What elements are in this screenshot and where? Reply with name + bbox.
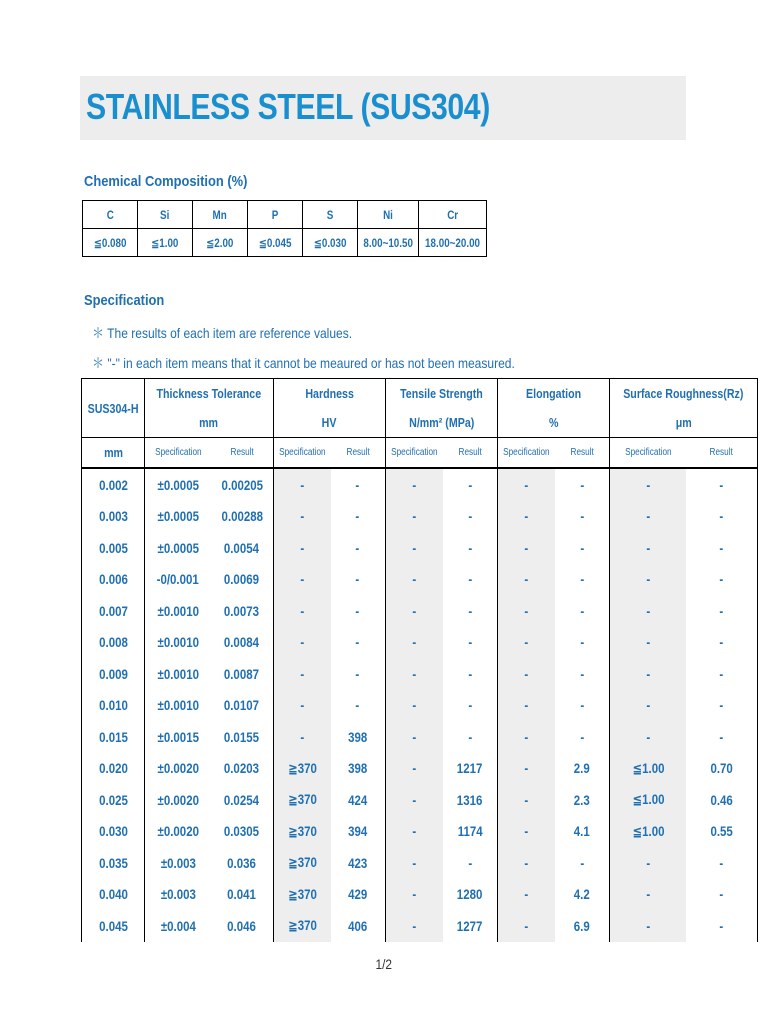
table-cell: 4.1 [574, 823, 591, 840]
element-c: C [83, 201, 138, 229]
unit-thickness-tolerance: mm [145, 408, 274, 438]
table-cell: - [468, 508, 472, 525]
table-cell: - [355, 508, 360, 525]
subheader-result: Result [443, 438, 498, 469]
table-cell: - [273, 468, 330, 501]
table-cell: ≧370 [273, 847, 330, 879]
table-cell: 1174 [457, 823, 483, 840]
thickness-cell: 0.035 [82, 847, 145, 879]
table-cell: - [386, 532, 443, 564]
table-cell: - [686, 847, 758, 879]
table-cell: - [273, 627, 330, 659]
table-cell: 0.00205 [221, 476, 263, 493]
table-cell: - [610, 501, 686, 533]
table-cell: - [686, 910, 758, 942]
unit-elongation: % [498, 408, 610, 438]
element-mn: Mn [193, 201, 248, 229]
table-cell: - [355, 697, 360, 714]
table-cell: - [498, 564, 555, 596]
table-cell: - [498, 753, 555, 785]
subheader-result: Result [211, 438, 273, 469]
table-cell: - [610, 847, 686, 879]
chemical-composition-heading: Chemical Composition (%) [84, 173, 248, 190]
table-cell: - [498, 627, 555, 659]
table-cell: 0.0203 [224, 760, 260, 777]
group-thickness-tolerance: Thickness Tolerance [145, 379, 274, 409]
group-tensile-strength: Tensile Strength [386, 379, 498, 409]
group-hardness: Hardness [273, 379, 385, 409]
table-cell: 0.55 [686, 816, 758, 848]
table-cell: - [580, 571, 585, 588]
table-cell: ±0.0020 [145, 753, 211, 785]
table-cell: ±0.0020 [145, 784, 211, 816]
table-cell: - [498, 532, 555, 564]
table-cell: - [468, 539, 472, 556]
table-cell: - [355, 665, 360, 682]
table-cell: - [386, 564, 443, 596]
element-s: S [303, 201, 358, 229]
table-cell: 0.0155 [224, 728, 260, 745]
spec-table-body [82, 468, 758, 942]
table-cell: - [498, 721, 555, 753]
table-cell: - [498, 879, 555, 911]
table-cell: ±0.003 [145, 879, 211, 911]
table-cell: 1280 [457, 886, 483, 903]
table-cell: - [610, 910, 686, 942]
thickness-cell: 0.007 [82, 595, 145, 627]
table-cell: - [686, 879, 758, 911]
table-cell: 429 [348, 886, 368, 903]
table-cell: ±0.0010 [145, 595, 211, 627]
table-cell: 0.036 [227, 854, 257, 871]
table-row [82, 879, 758, 911]
table-cell: 1217 [457, 760, 483, 777]
table-cell: - [610, 468, 686, 501]
table-cell: - [580, 854, 585, 871]
table-cell: - [355, 602, 360, 619]
table-cell: ±0.0010 [145, 627, 211, 659]
table-cell: - [386, 501, 443, 533]
table-cell: 0.0069 [224, 571, 260, 588]
table-cell: ±0.004 [145, 910, 211, 942]
table-cell: - [610, 532, 686, 564]
table-cell: - [580, 697, 585, 714]
spec-header-group-row [82, 379, 758, 409]
table-cell: - [273, 721, 330, 753]
table-cell: - [686, 627, 758, 659]
table-cell: 0.00288 [221, 508, 263, 525]
table-cell: 0.0084 [224, 634, 260, 651]
table-cell: ±0.0005 [145, 468, 211, 501]
element-si: Si [138, 201, 193, 229]
subheader-specification: Specification [498, 438, 555, 469]
table-cell: ≦1.00 [610, 784, 686, 816]
table-cell: - [580, 476, 585, 493]
table-cell: 0.0305 [224, 823, 260, 840]
note-not-measured: ＊ "-" in each item means that it cannot be meaured or has not been measured. [92, 355, 515, 371]
table-cell: - [686, 468, 758, 501]
table-row [82, 595, 758, 627]
specification-table [81, 378, 758, 942]
table-cell: - [355, 539, 360, 556]
table-cell: - [686, 564, 758, 596]
value-ni: 8.00~10.50 [358, 229, 419, 257]
subheader-specification: Specification [386, 438, 443, 469]
thickness-cell: 0.045 [82, 910, 145, 942]
table-cell: - [468, 571, 472, 588]
subheader-specification: Specification [145, 438, 211, 469]
subheader-specification: Specification [273, 438, 330, 469]
table-cell: ±0.0005 [145, 501, 211, 533]
group-surface-roughness: Surface Roughness(Rz) [610, 379, 758, 409]
table-cell: ±0.0020 [145, 816, 211, 848]
spec-header-unit-row [82, 408, 758, 438]
group-elongation: Elongation [498, 379, 610, 409]
table-cell: 0.46 [686, 784, 758, 816]
thickness-cell: 0.025 [82, 784, 145, 816]
table-cell: - [580, 539, 585, 556]
table-cell: -0/0.001 [145, 564, 211, 596]
value-cr: 18.00~20.00 [419, 229, 487, 257]
subheader-result: Result [686, 438, 758, 469]
table-cell: 0.0073 [224, 602, 260, 619]
thickness-cell: 0.020 [82, 753, 145, 785]
table-cell: - [468, 854, 472, 871]
table-row [82, 784, 758, 816]
table-cell: - [498, 784, 555, 816]
table-cell: 406 [348, 917, 368, 934]
value-mn: ≦2.00 [193, 229, 248, 257]
table-cell: - [580, 508, 585, 525]
thickness-cell: 0.006 [82, 564, 145, 596]
subheader-specification: Specification [610, 438, 686, 469]
table-cell: ≧370 [273, 879, 330, 911]
unit-tensile-strength: N/mm² (MPa) [386, 408, 498, 438]
table-cell: - [686, 532, 758, 564]
thickness-cell: 0.005 [82, 532, 145, 564]
table-cell: 0.0087 [224, 665, 260, 682]
thickness-cell: 0.010 [82, 690, 145, 722]
table-cell: ≧370 [273, 753, 330, 785]
table-cell: - [686, 721, 758, 753]
spec-header-subcolumn-row [82, 438, 758, 469]
table-cell: - [468, 602, 472, 619]
chemical-value-row [83, 229, 487, 257]
thickness-cell: 0.009 [82, 658, 145, 690]
table-cell: - [610, 595, 686, 627]
table-cell: - [498, 658, 555, 690]
table-cell: 424 [348, 791, 368, 808]
table-cell: - [355, 634, 360, 651]
value-si: ≦1.00 [138, 229, 193, 257]
element-cr: Cr [419, 201, 487, 229]
table-cell: ≦1.00 [610, 816, 686, 848]
thickness-cell: 0.030 [82, 816, 145, 848]
table-cell: - [580, 665, 585, 682]
table-cell: - [468, 665, 472, 682]
table-cell: 398 [348, 728, 368, 745]
thickness-unit-label: mm [82, 438, 145, 469]
table-cell: 4.2 [574, 886, 591, 903]
table-cell: - [386, 595, 443, 627]
table-cell: - [386, 784, 443, 816]
thickness-cell: 0.002 [82, 468, 145, 501]
specification-heading: Specification [84, 292, 165, 309]
table-cell: - [386, 753, 443, 785]
table-row [82, 658, 758, 690]
table-cell: ±0.0015 [145, 721, 211, 753]
table-cell: - [273, 658, 330, 690]
table-cell: - [386, 627, 443, 659]
thickness-cell: 0.003 [82, 501, 145, 533]
table-row [82, 690, 758, 722]
table-row [82, 564, 758, 596]
table-cell: 423 [348, 854, 368, 871]
table-cell: 2.3 [574, 791, 591, 808]
table-cell: 1316 [457, 791, 483, 808]
table-cell: 2.9 [574, 760, 591, 777]
table-cell: - [386, 879, 443, 911]
table-cell: 0.0054 [224, 539, 260, 556]
table-cell: ±0.0005 [145, 532, 211, 564]
table-cell: - [468, 728, 472, 745]
table-cell: - [498, 595, 555, 627]
table-cell: 0.0107 [224, 697, 260, 714]
table-cell: 394 [348, 823, 368, 840]
table-cell: - [386, 816, 443, 848]
table-cell: 0.0254 [224, 791, 260, 808]
table-cell: ≧370 [273, 910, 330, 942]
table-cell: 398 [348, 760, 368, 777]
table-row [82, 468, 758, 501]
table-row [82, 532, 758, 564]
table-cell: 0.70 [686, 753, 758, 785]
table-cell: - [386, 721, 443, 753]
table-row [82, 910, 758, 942]
value-s: ≦0.030 [303, 229, 358, 257]
thickness-cell: 0.008 [82, 627, 145, 659]
table-cell: - [355, 476, 360, 493]
table-cell: - [386, 910, 443, 942]
table-cell: - [386, 468, 443, 501]
subheader-result: Result [331, 438, 386, 469]
table-cell: - [468, 476, 472, 493]
table-cell: - [468, 697, 472, 714]
table-cell: - [386, 847, 443, 879]
table-cell: 6.9 [574, 917, 591, 934]
value-p: ≦0.045 [248, 229, 303, 257]
table-row [82, 721, 758, 753]
table-cell: - [498, 816, 555, 848]
table-cell: 1277 [457, 917, 483, 934]
value-c: ≦0.080 [83, 229, 138, 257]
page-title: STAINLESS STEEL (SUS304) [86, 86, 490, 127]
thickness-cell: 0.015 [82, 721, 145, 753]
table-cell: - [498, 690, 555, 722]
table-cell: - [468, 634, 472, 651]
table-row [82, 627, 758, 659]
table-cell: - [386, 690, 443, 722]
table-cell: - [580, 634, 585, 651]
table-cell: - [386, 658, 443, 690]
table-cell: ≧370 [273, 784, 330, 816]
table-cell: - [686, 501, 758, 533]
page-number: 1/2 [375, 956, 393, 972]
table-cell: - [273, 501, 330, 533]
table-row [82, 816, 758, 848]
table-cell: 0.046 [227, 917, 257, 934]
table-cell: ≧370 [273, 816, 330, 848]
table-cell: - [273, 595, 330, 627]
subheader-result: Result [555, 438, 610, 469]
table-cell: - [686, 690, 758, 722]
thickness-cell: 0.040 [82, 879, 145, 911]
unit-hardness: HV [273, 408, 385, 438]
table-cell: - [498, 501, 555, 533]
table-row [82, 847, 758, 879]
table-cell: ±0.0010 [145, 658, 211, 690]
chemical-header-row [83, 201, 487, 229]
table-cell: - [610, 879, 686, 911]
table-cell: ±0.003 [145, 847, 211, 879]
table-cell: - [498, 847, 555, 879]
table-cell: ≦1.00 [610, 753, 686, 785]
table-cell: - [610, 564, 686, 596]
element-ni: Ni [358, 201, 419, 229]
unit-surface-roughness: μm [610, 408, 758, 438]
title-bar [80, 76, 686, 140]
table-cell: - [273, 564, 330, 596]
table-cell: - [610, 658, 686, 690]
table-cell: - [273, 690, 330, 722]
table-cell: ±0.0010 [145, 690, 211, 722]
table-cell: - [355, 571, 360, 588]
table-cell: - [686, 595, 758, 627]
table-cell: - [610, 627, 686, 659]
table-cell: - [610, 690, 686, 722]
chemical-composition-table [82, 200, 487, 257]
grade-label: SUS304-H [82, 379, 145, 438]
table-cell: - [273, 532, 330, 564]
table-cell: - [580, 602, 585, 619]
table-cell: 0.041 [227, 886, 257, 903]
table-cell: - [498, 468, 555, 501]
table-row [82, 753, 758, 785]
table-cell: - [498, 910, 555, 942]
table-cell: - [686, 658, 758, 690]
element-p: P [248, 201, 303, 229]
table-cell: - [580, 728, 585, 745]
table-row [82, 501, 758, 533]
note-reference-values: ＊ The results of each item are reference values. [92, 325, 353, 341]
table-cell: - [610, 721, 686, 753]
